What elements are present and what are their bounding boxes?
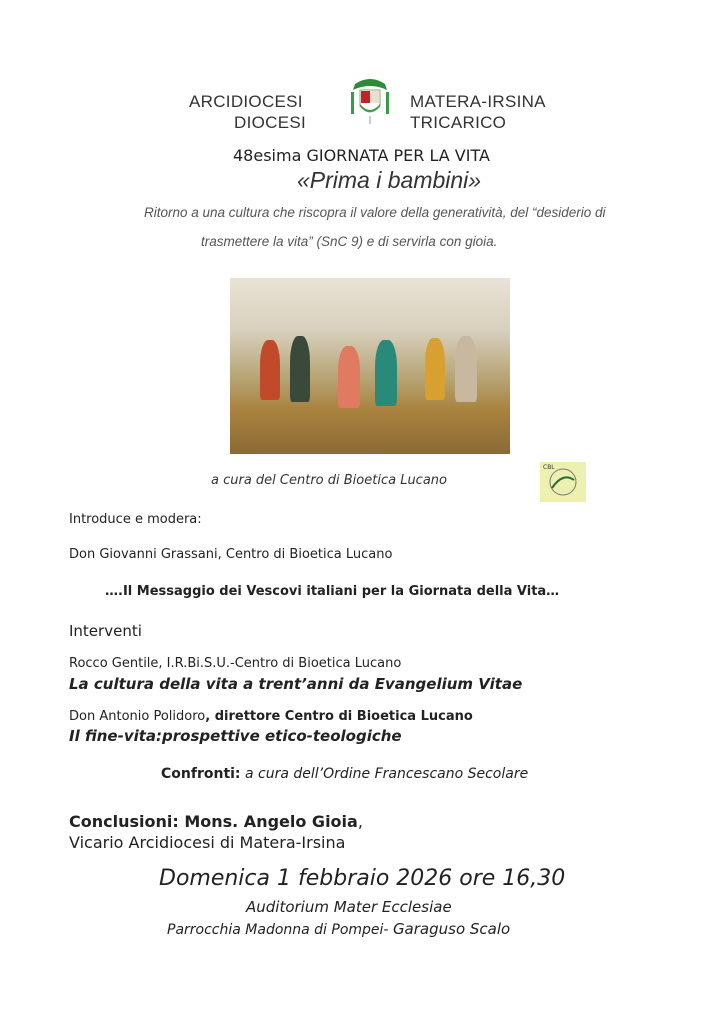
event-venue: Auditorium Mater Ecclesiae xyxy=(246,898,452,916)
speaker-1-name: Rocco Gentile, I.R.Bi.S.U.-Centro di Bioetica Lucano xyxy=(69,656,402,671)
header-left-2: DIOCESI xyxy=(234,113,307,132)
event-subtitle: «Prima i bambini» xyxy=(297,167,482,193)
family-running-photo xyxy=(230,278,510,454)
town: Garaguso Scalo xyxy=(392,920,511,938)
conclusioni-label: Conclusioni: Mons. Angelo Gioia xyxy=(69,812,358,831)
speaker-1-talk: La cultura della vita a trent’anni da Evangelium Vitae xyxy=(69,675,523,693)
speaker-2-name: Don Antonio Polidoro xyxy=(69,709,206,724)
organizer-text: a cura del Centro di Bioetica Lucano xyxy=(211,473,447,488)
header-right-1: MATERA-IRSINA xyxy=(410,92,546,111)
cbl-logo xyxy=(540,462,586,502)
conclusioni-comma: , xyxy=(357,812,363,831)
bishops-message: ….Il Messaggio dei Vescovi italiani per la Giornata della Vita… xyxy=(105,584,560,599)
speaker-2-role: , direttore Centro di Bioetica Lucano xyxy=(205,709,473,724)
coat-of-arms-icon xyxy=(347,76,393,126)
moderator-name: Don Giovanni Grassani, Centro di Bioetica Lucano xyxy=(69,547,393,562)
moderator-label: Introduce e modera: xyxy=(69,512,202,527)
speaker-2-talk: Il fine-vita:prospettive etico-teologiche xyxy=(69,727,402,745)
conclusioni xyxy=(69,812,363,831)
confronti-label: Confronti: xyxy=(161,766,241,782)
interventi-label: Interventi xyxy=(69,622,142,640)
event-location xyxy=(167,920,510,938)
parish: Parrocchia Madonna di Pompei- xyxy=(167,922,393,938)
event-date: Domenica 1 febbraio 2026 ore 16,30 xyxy=(159,866,566,891)
event-title: 48esima GIORNATA PER LA VITA xyxy=(233,146,490,165)
header-left-1: ARCIDIOCESI xyxy=(189,92,303,111)
conclusioni-role: Vicario Arcidiocesi di Matera-Irsina xyxy=(69,833,346,852)
quote-line-1: Ritorno a una cultura che riscopra il valore della generatività, del “desiderio di xyxy=(144,205,606,220)
header-right-2: TRICARICO xyxy=(410,113,507,132)
confronti-text: a cura dell’Ordine Francescano Secolare xyxy=(240,766,529,782)
quote-line-2: trasmettere la vita” (SnC 9) e di servirla con gioia. xyxy=(201,234,498,249)
speaker-2 xyxy=(69,709,473,724)
cbl-logo-icon: CBL xyxy=(543,464,555,471)
confronti xyxy=(161,766,528,782)
